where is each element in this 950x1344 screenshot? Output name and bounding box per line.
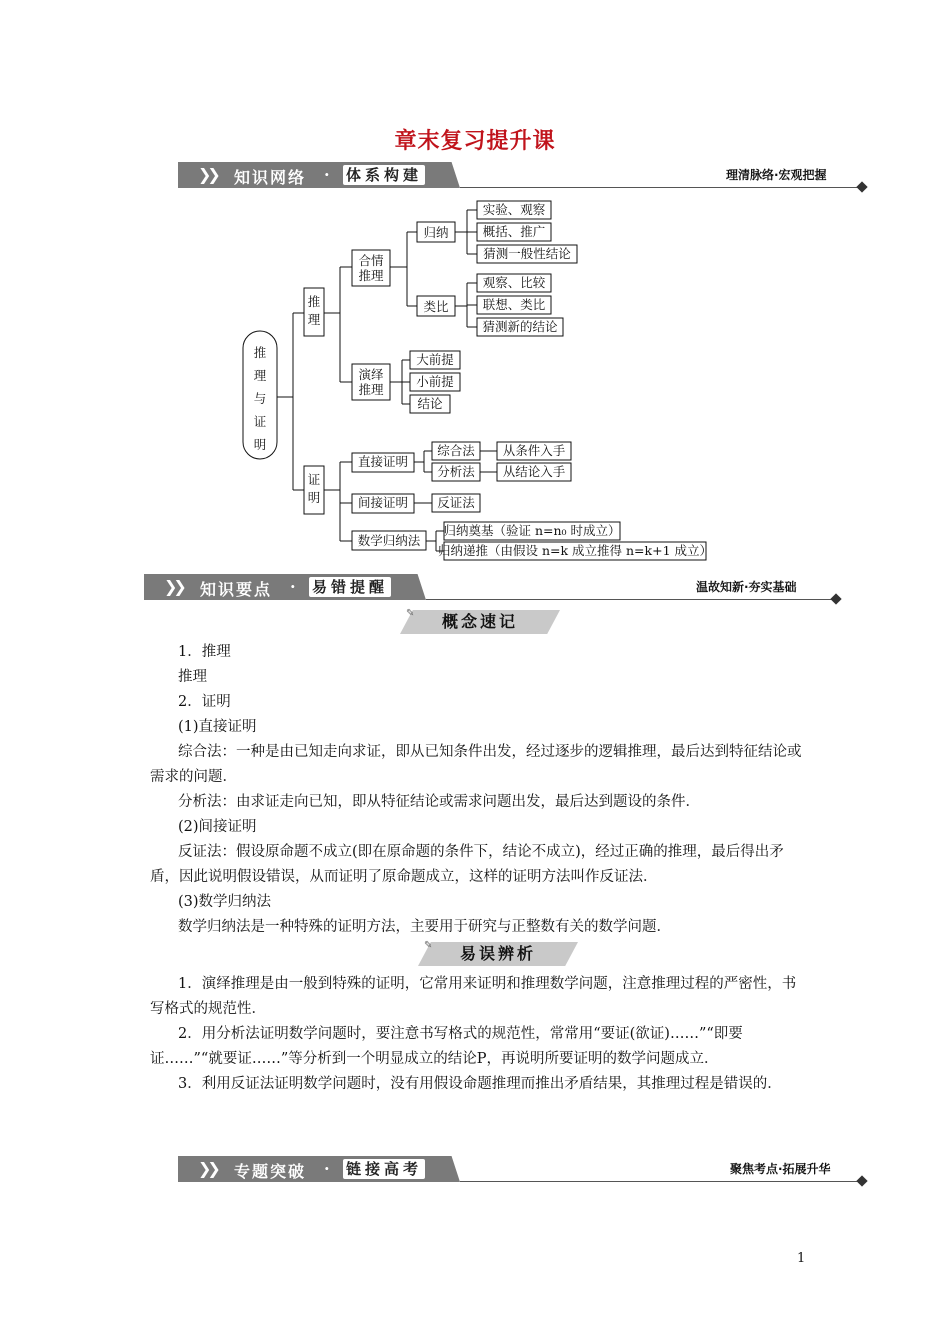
subhead-concepts: ✎ 概念速记 <box>400 610 560 634</box>
diagram-leaf: 实验、观察 <box>482 202 546 217</box>
diagram-leaf: 猜测新的结论 <box>482 319 558 334</box>
banner-chip: 易错提醒 <box>309 577 391 597</box>
diagram-leaf: 猜测一般性结论 <box>483 246 571 261</box>
diagram-node-plausible: 合情推理 <box>358 253 384 283</box>
section-banner-network: ❯❯ 知识网络 · 体系构建 理清脉络·宏观把握 <box>178 162 868 188</box>
banner-chip: 体系构建 <box>343 165 425 185</box>
banner-title: 知识网络 <box>234 168 307 187</box>
pen-ornament-icon: ✎ <box>406 608 415 619</box>
diagram-leaf: 大前提 <box>416 352 454 367</box>
knowledge-network-diagram <box>0 0 950 570</box>
diagram-node-induction: 归纳 <box>423 225 449 240</box>
double-chevron-icon: ❯❯ <box>198 1159 217 1178</box>
diagram-leaf: 概括、推广 <box>482 224 546 239</box>
diagram-leaf: 结论 <box>417 396 443 411</box>
diagram-node-direct: 直接证明 <box>357 454 409 469</box>
svg-text:推理与证明: 推理与证明 <box>253 345 267 452</box>
diamond-icon <box>830 593 841 604</box>
diamond-icon <box>856 1175 867 1186</box>
banner-tagline: 温故知新·夯实基础 <box>696 580 797 594</box>
diagram-node-deductive: 演绎推理 <box>358 367 384 397</box>
diagram-leaf: 分析法 <box>437 464 475 479</box>
banner-tagline: 理清脉络·宏观把握 <box>726 168 827 182</box>
pen-ornament-icon: ✎ <box>424 940 433 951</box>
diagram-leaf: 归纳递推（由假设 n=k 成立推得 n=k+1 成立） <box>437 543 713 558</box>
section-banner-points: ❯❯ 知识要点 · 易错提醒 温故知新·夯实基础 <box>144 574 842 600</box>
banner-chip: 链接高考 <box>343 1159 425 1179</box>
banner-title: 专题突破 <box>234 1162 307 1181</box>
diagram-leaf: 从条件入手 <box>502 443 566 458</box>
double-chevron-icon: ❯❯ <box>164 577 183 596</box>
banner-tagline: 聚焦考点·拓展升华 <box>730 1162 831 1176</box>
diagram-node-reasoning: 推理 <box>307 294 321 327</box>
page-title: 章末复习提升课 <box>394 128 556 154</box>
diagram-leaf: 综合法 <box>437 443 475 458</box>
diagram-node-analogy: 类比 <box>423 299 449 314</box>
error-notes: 1．演绎推理是由一般到特殊的证明，它常用来证明和推理数学问题，注意推理过程的严密性，书写格式的规范性． 2．用分析法证明数学问题时，要注意书写格式的规范性，常常用“要证(欲证)……”“即要证……”“就要证……”等分析到一个明显成立的结论P，再说明所要证明的数学问题成立． 3．利用反证法证明数学问题时，没有用假设命题推理而推出矛盾结果，其推理过程是错误的． <box>150 976 797 1092</box>
diagram-leaf: 联想、类比 <box>482 297 546 312</box>
concept-text: 1．推理 推理 2．证明 (1)直接证明 综合法：一种是由已知走向求证，即从已知条件出发，经过逐步的逻辑推理，最后达到特征结论或需求的问题． 分析法：由求证走向已知，即从特征结论或需求问题出发，最后达到题设的条件． (2)间接证明 反证法：假设原命题不成立(即在原命题的条件下，结论不成立)，经过正确的推理，最后得出矛盾，因此说明假设错误，从而证明了原命题成立，这样的证明方法叫作反证法． (3)数学归纳法 数学归纳法是一种特殊的证明方法，主要用于研究与正整数有关的数学问题． <box>150 644 802 935</box>
double-chevron-icon: ❯❯ <box>198 165 217 184</box>
page-number: 1 <box>797 1251 806 1266</box>
diagram-node-math-induction: 数学归纳法 <box>357 533 421 548</box>
banner-title: 知识要点 <box>200 580 273 599</box>
diagram-leaf: 从结论入手 <box>502 464 566 479</box>
diagram-leaf: 观察、比较 <box>482 275 546 290</box>
section-banner-topics: ❯❯ 专题突破 · 链接高考 聚焦考点·拓展升华 <box>178 1156 868 1182</box>
diagram-node-indirect: 间接证明 <box>357 495 409 510</box>
subhead-errors: ✎ 易误辨析 <box>418 942 578 966</box>
diagram-root <box>254 345 267 452</box>
diagram-leaf: 反证法 <box>437 495 475 510</box>
diagram-node-proof: 证明 <box>307 472 321 505</box>
diagram-leaf: 小前提 <box>416 374 454 389</box>
diagram-leaf: 归纳奠基（验证 n=n₀ 时成立） <box>443 523 621 538</box>
